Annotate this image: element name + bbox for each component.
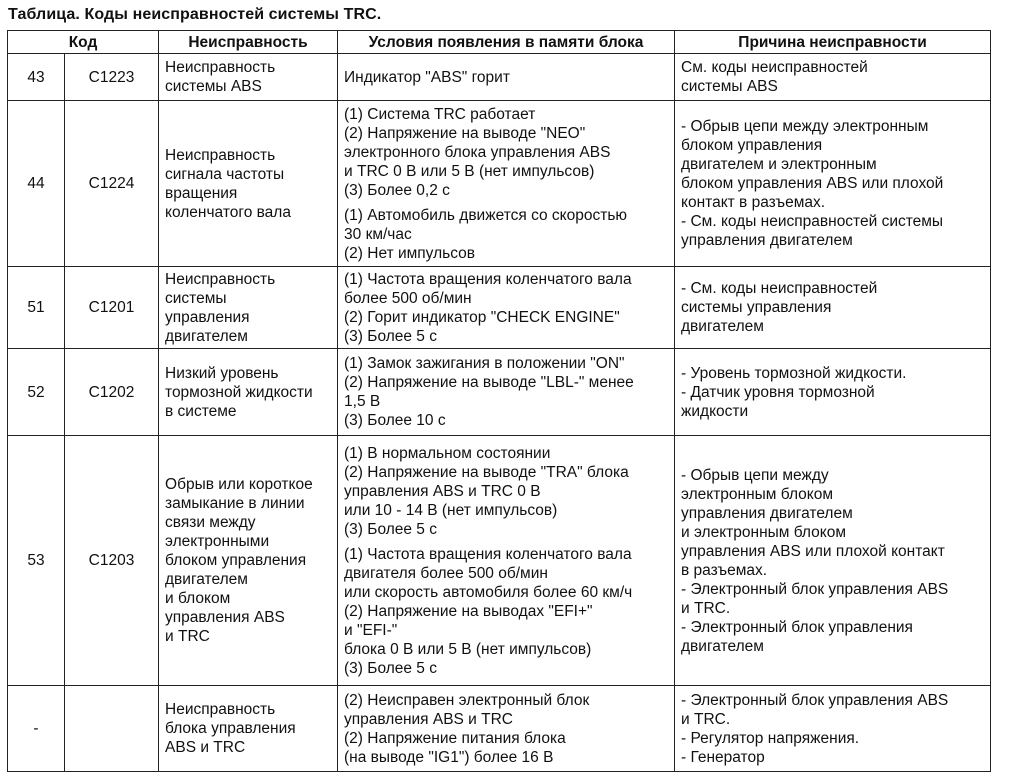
cause-line: - Регулятор напряжения. xyxy=(681,729,860,747)
cause-line: - Генератор xyxy=(681,748,765,766)
cause-line: и TRC. xyxy=(681,710,731,728)
fault-line: и TRC xyxy=(165,628,210,645)
condition-line: (1) Частота вращения коленчатого вала xyxy=(344,545,632,563)
cause-cell xyxy=(675,436,991,686)
fault-code xyxy=(65,686,159,772)
cause-line: контакт в разъемах. xyxy=(681,194,826,211)
condition-line: 1,5 В xyxy=(344,393,381,410)
header-conditions: Условия появления в памяти блока xyxy=(338,31,675,54)
cause-line: блоком управления ABS или плохой xyxy=(681,175,944,192)
condition-line: 30 км/час xyxy=(344,225,412,243)
cause-line: - Датчик уровня тормозной xyxy=(681,383,875,401)
condition-line: управления ABS и TRC xyxy=(344,710,514,728)
condition-line: двигателя более 500 об/мин xyxy=(344,564,548,582)
fault-line: двигателем xyxy=(165,571,248,588)
conditions-block xyxy=(344,354,668,430)
table-row xyxy=(8,436,991,686)
header-row xyxy=(8,31,991,54)
conditions-cell xyxy=(338,267,675,349)
cause-line: - Электронный блок управления ABS xyxy=(681,580,949,598)
fault-line: и блоком xyxy=(165,590,231,607)
fault-line: Обрыв или короткое xyxy=(165,476,313,493)
condition-line: и TRC 0 В или 5 В (нет импульсов) xyxy=(344,162,595,180)
condition-line: (3) Более 0,2 с xyxy=(344,181,450,199)
cause-line: и TRC. xyxy=(681,599,731,617)
cause-line: - См. коды неисправностей системы xyxy=(681,213,944,230)
cause-line: управления ABS или плохой контакт xyxy=(681,542,945,560)
fault-codes-table xyxy=(7,30,991,772)
row-number: 53 xyxy=(8,436,65,686)
condition-line: (2) Горит индикатор "CHECK ENGINE" xyxy=(344,308,620,326)
condition-line: Индикатор "ABS" горит xyxy=(344,68,510,86)
fault-line: коленчатого вала xyxy=(165,203,291,221)
fault-line: блоком управления xyxy=(165,552,307,569)
fault-line: системы xyxy=(165,289,227,307)
row-number: 51 xyxy=(8,267,65,349)
fault-line: системы ABS xyxy=(165,78,262,95)
cause-line: - Электронный блок управления ABS xyxy=(681,691,949,709)
table-row xyxy=(8,101,991,267)
cause-line: системы ABS xyxy=(681,78,778,95)
condition-line: или скорость автомобиля более 60 км/ч xyxy=(344,583,633,601)
conditions-block xyxy=(344,545,668,678)
conditions-block xyxy=(344,206,668,263)
fault-line: Неисправность xyxy=(165,146,276,164)
fault-line: двигателем xyxy=(165,327,248,345)
cause-line: управления двигателем xyxy=(681,504,853,522)
table-row xyxy=(8,54,991,101)
conditions-block xyxy=(344,270,668,346)
header-code: Код xyxy=(8,31,159,54)
cause-cell xyxy=(675,101,991,267)
condition-line: (2) Напряжение на выводе "LBL-" менее xyxy=(344,374,634,391)
condition-line: (на выводе "IG1") более 16 В xyxy=(344,748,554,766)
conditions-cell xyxy=(338,686,675,772)
cause-cell xyxy=(675,686,991,772)
fault-line: блока управления xyxy=(165,720,296,737)
conditions-block xyxy=(344,691,668,767)
condition-line: управления ABS и TRC 0 В xyxy=(344,482,541,500)
cause-line: См. коды неисправностей xyxy=(681,59,868,76)
cause-line: в разъемах. xyxy=(681,561,768,579)
condition-line: (2) Напряжение питания блока xyxy=(344,729,566,747)
row-number: 44 xyxy=(8,101,65,267)
condition-line: блока 0 В или 5 В (нет импульсов) xyxy=(344,640,592,658)
conditions-cell xyxy=(338,101,675,267)
cause-line: - Обрыв цепи между электронным xyxy=(681,118,929,135)
table-row xyxy=(8,349,991,436)
cause-line: электронным блоком xyxy=(681,485,834,503)
condition-line: (1) Автомобиль движется со скоростью xyxy=(344,206,628,224)
condition-line: (2) Нет импульсов xyxy=(344,244,475,262)
fault-description xyxy=(159,349,338,436)
fault-line: Неисправность xyxy=(165,701,276,718)
cause-line: жидкости xyxy=(681,402,749,420)
fault-line: тормозной жидкости xyxy=(165,383,313,401)
row-number: 52 xyxy=(8,349,65,436)
fault-line: управления ABS xyxy=(165,609,285,626)
cause-line: - Электронный блок управления xyxy=(681,618,913,636)
cause-line: - Обрыв цепи между xyxy=(681,466,829,484)
fault-description xyxy=(159,686,338,772)
fault-code: C1202 xyxy=(65,349,159,436)
fault-line: Низкий уровень xyxy=(165,364,279,382)
condition-line: (1) Частота вращения коленчатого вала xyxy=(344,270,632,288)
condition-line: более 500 об/мин xyxy=(344,289,472,307)
fault-description xyxy=(159,267,338,349)
fault-line: электронными xyxy=(165,533,270,550)
fault-line: связи между xyxy=(165,514,256,531)
cause-line: двигателем xyxy=(681,637,764,655)
fault-line: сигнала частоты xyxy=(165,165,285,183)
condition-line: (1) Система TRC работает xyxy=(344,105,536,123)
fault-code: C1224 xyxy=(65,101,159,267)
cause-line: - См. коды неисправностей xyxy=(681,280,878,297)
cause-line: и электронным блоком xyxy=(681,523,846,541)
condition-line: (3) Более 5 с xyxy=(344,520,437,538)
condition-line: или 10 - 14 В (нет импульсов) xyxy=(344,501,558,519)
cause-line: блоком управления xyxy=(681,137,823,154)
fault-line: Неисправность xyxy=(165,270,276,288)
cause-cell xyxy=(675,349,991,436)
fault-description xyxy=(159,436,338,686)
cause-cell xyxy=(675,267,991,349)
fault-line: Неисправность xyxy=(165,59,276,76)
table-row xyxy=(8,267,991,349)
row-number: - xyxy=(8,686,65,772)
conditions-cell xyxy=(338,54,675,101)
condition-line: электронного блока управления ABS xyxy=(344,143,611,161)
cause-cell xyxy=(675,54,991,101)
condition-line: и "EFI-" xyxy=(344,621,398,639)
cause-line: системы управления xyxy=(681,299,832,316)
fault-description xyxy=(159,54,338,101)
condition-line: (2) Напряжение на выводе "TRA" блока xyxy=(344,463,629,481)
condition-line: (2) Напряжение на выводах "EFI+" xyxy=(344,602,593,620)
fault-line: замыкание в линии xyxy=(165,495,305,512)
fault-line: ABS и TRC xyxy=(165,739,246,756)
fault-line: в системе xyxy=(165,402,237,420)
row-number: 43 xyxy=(8,54,65,101)
conditions-cell xyxy=(338,349,675,436)
condition-line: (3) Более 5 с xyxy=(344,659,437,677)
table-title: Таблица. Коды неисправностей системы TRC. xyxy=(8,6,382,23)
conditions-block xyxy=(344,444,668,539)
condition-line: (2) Неисправен электронный блок xyxy=(344,691,590,709)
fault-description xyxy=(159,101,338,267)
fault-code: C1201 xyxy=(65,267,159,349)
fault-code: C1223 xyxy=(65,54,159,101)
cause-line: двигателем xyxy=(681,318,764,335)
cause-line: - Уровень тормозной жидкости. xyxy=(681,364,907,382)
cause-line: управления двигателем xyxy=(681,232,853,249)
condition-line: (3) Более 5 с xyxy=(344,327,437,345)
conditions-cell xyxy=(338,436,675,686)
header-fault: Неисправность xyxy=(159,31,338,54)
condition-line: (3) Более 10 с xyxy=(344,412,446,429)
condition-line: (2) Напряжение на выводе "NEO" xyxy=(344,124,586,142)
fault-line: вращения xyxy=(165,184,238,202)
condition-line: (1) В нормальном состоянии xyxy=(344,444,551,462)
header-cause: Причина неисправности xyxy=(675,31,991,54)
fault-line: управления xyxy=(165,308,250,326)
fault-code: C1203 xyxy=(65,436,159,686)
table-row xyxy=(8,686,991,772)
conditions-block xyxy=(344,105,668,200)
conditions-block xyxy=(344,68,668,87)
cause-line: двигателем и электронным xyxy=(681,156,877,173)
condition-line: (1) Замок зажигания в положении "ON" xyxy=(344,355,625,372)
